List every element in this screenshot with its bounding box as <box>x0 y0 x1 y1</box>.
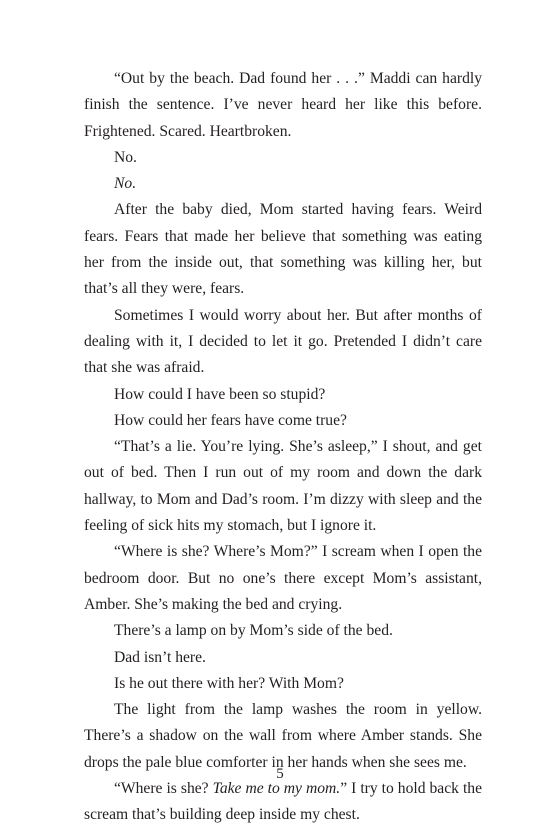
paragraph <box>84 171 482 197</box>
paragraph <box>84 539 482 618</box>
paragraph <box>84 671 482 697</box>
paragraph <box>84 197 482 302</box>
paragraph <box>84 645 482 671</box>
body-text <box>84 66 482 829</box>
paragraph <box>84 697 482 776</box>
text-run: “That’s a lie. You’re lying. She’s asleep,” I shout, and get out of bed. Then I run out of my room and down the dark hallway, to Mom and Dad’s room. I’m dizzy with sleep and the feeling of sick hits my stomach, but I ignore it. <box>84 438 482 535</box>
text-run: There’s a lamp on by Mom’s side of the bed. <box>114 622 393 640</box>
text-run: After the baby died, Mom started having fears. Weird fears. Fears that made her believe that something was eating her from the inside out, that something was killing her, but that’s all they were, fears. <box>84 201 482 298</box>
text-run: “Where is she? Where’s Mom?” I scream when I open the bedroom door. But no one’s there except Mom’s assistant, Amber. She’s making the bed and crying. <box>84 543 482 613</box>
paragraph <box>84 408 482 434</box>
page-number: 5 <box>276 766 284 782</box>
text-run: How could her fears have come true? <box>114 411 347 429</box>
paragraph <box>84 618 482 644</box>
text-run: Is he out there with her? With Mom? <box>114 674 344 692</box>
paragraph <box>84 303 482 382</box>
text-run: How could I have been so stupid? <box>114 385 326 403</box>
paragraph <box>84 66 482 145</box>
paragraph <box>84 776 482 829</box>
text-run: ” I try to hold back the scream that’s building deep inside my chest. <box>84 780 482 824</box>
text-run: Sometimes I would worry about her. But after months of dealing with it, I decided to let it go. Pretended I didn’t care that she was afraid. <box>84 306 482 377</box>
text-run: “Out by the beach. Dad found her . . .” Maddi can hardly finish the sentence. I’ve never heard her like this before. Frightened. Scared. Heartbroken. <box>84 70 482 140</box>
text-run: No. <box>114 148 137 166</box>
paragraph <box>84 434 482 539</box>
text-run: Dad isn’t here. <box>114 648 206 666</box>
italic-text: No. <box>114 175 137 193</box>
paragraph <box>84 382 482 408</box>
italic-text: Take me to my mom. <box>212 780 341 798</box>
text-run: “Where is she? <box>114 780 213 798</box>
paragraph <box>84 145 482 171</box>
text-run: The light from the lamp washes the room in yellow. There’s a shadow on the wall from where Amber stands. She drops the pale blue comforter in her hands when she sees me. <box>84 701 482 771</box>
